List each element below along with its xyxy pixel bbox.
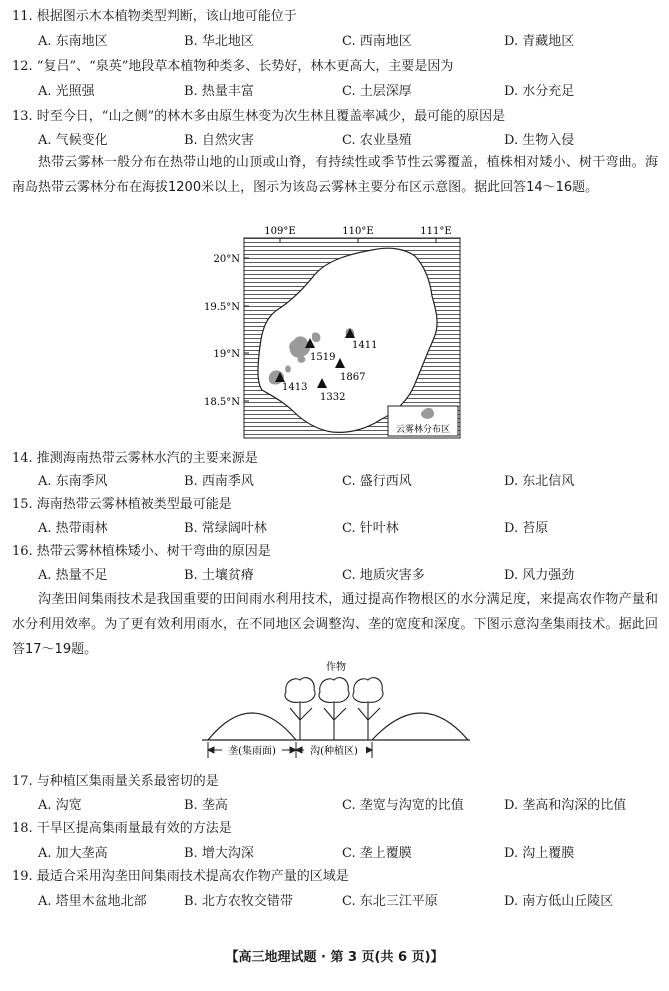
peak-label-1411: 1411 [352,340,378,351]
option-d[interactable]: D. 沟上覆膜 [504,846,575,861]
peak-label-1519: 1519 [310,352,336,363]
question-13: 13. 时至今日，“山之侧”的林木多由原生林变为次生林且覆盖率减少，最可能的原因是 [12,109,506,124]
option-c[interactable]: C. 盛行西风 [342,474,412,489]
passage-text: 沟垄田间集雨技术是我国重要的田间雨水利用技术，通过提高作物根区的水分满足度，来提高农作物产量和水分利用效率。为了更有效利用雨水，在不同地区会调整沟、垄的宽度和深度。下图示意沟垄集雨技术。据此回答17～19题。 [12,592,658,657]
option-c[interactable]: C. 垄宽与沟宽的比值 [342,798,464,813]
passage-text: 热带云雾林一般分布在热带山地的山顶或山脊，有持续性或季节性云雾覆盖，植株相对矮小、树干弯曲。海南岛热带云雾林分布在海拔1200米以上，图示为该岛云雾林主要分布区示意图。据此回答14～16题。 [12,155,658,195]
option-c[interactable]: C. 针叶林 [342,521,399,536]
options-11 [38,33,658,51]
furrow-label: 沟(种植区) [310,746,358,757]
options-19 [38,893,658,911]
question-17: 17. 与种植区集雨量关系最密切的是 [12,774,219,789]
lat-label-19: 19°N [213,349,240,360]
option-c[interactable]: C. 垄上覆膜 [342,846,412,861]
options-12 [38,83,658,101]
question-19: 19. 最适合采用沟垄田间集雨技术提高农作物产量的区域是 [12,869,349,884]
option-d[interactable]: D. 南方低山丘陵区 [504,894,614,909]
option-a[interactable]: A. 东南地区 [38,34,108,49]
option-b[interactable]: B. 增大沟深 [184,846,254,861]
option-c[interactable]: C. 土层深厚 [342,84,412,99]
peak-label-1867: 1867 [340,372,366,383]
left-ridge [208,713,296,740]
option-d[interactable]: D. 垄高和沟深的比值 [504,798,627,813]
lon-label-111: 111°E [420,226,452,237]
options-15 [38,520,658,538]
option-a[interactable]: A. 热量不足 [38,568,108,583]
question-11: 11. 根据图示木本植物类型判断，该山地可能位于 [12,9,297,24]
option-d[interactable]: D. 水分充足 [504,84,575,99]
ridge-furrow-diagram [200,658,472,768]
lon-label-110: 110°E [342,226,374,237]
crop-icons [285,678,383,740]
question-16: 16. 热带云雾林植株矮小、树干弯曲的原因是 [12,544,271,559]
page-footer: 【高三地理试题 · 第 3 页(共 6 页)】 [225,950,444,965]
option-b[interactable]: B. 自然灾害 [184,133,254,148]
option-a[interactable]: A. 气候变化 [38,133,108,148]
right-ridge [372,713,468,740]
option-b[interactable]: B. 热量丰富 [184,84,254,99]
options-13 [38,132,658,150]
option-c[interactable]: C. 东北三江平原 [342,894,438,909]
options-17 [38,797,658,815]
option-c[interactable]: C. 农业垦殖 [342,133,412,148]
peak-label-1413: 1413 [282,382,308,393]
option-d[interactable]: D. 苔原 [504,521,549,536]
question-12: 12. “复吕”、“泉英”地段草本植物种类多、长势好，林木更高大，主要是因为 [12,59,454,74]
option-b[interactable]: B. 常绿阔叶林 [184,521,267,536]
option-b[interactable]: B. 垄高 [184,798,228,813]
option-d[interactable]: D. 青藏地区 [504,34,575,49]
option-a[interactable]: A. 热带雨林 [38,521,108,536]
ridge-label: 垄(集雨面) [228,746,276,757]
option-a[interactable]: A. 沟宽 [38,798,82,813]
lat-label-19-5: 19.5°N [203,302,240,313]
option-b[interactable]: B. 北方农牧交错带 [184,894,293,909]
option-a[interactable]: A. 加大垄高 [38,846,108,861]
option-d[interactable]: D. 风力强劲 [504,568,575,583]
passage-fog-forest [12,150,658,200]
option-b[interactable]: B. 华北地区 [184,34,254,49]
option-a[interactable]: A. 塔里木盆地北部 [38,894,147,909]
legend-label: 云雾林分布区 [395,425,451,435]
peak-label-1332: 1332 [320,392,346,403]
option-d[interactable]: D. 东北信风 [504,474,575,489]
lon-label-109: 109°E [264,226,296,237]
option-a[interactable]: A. 东南季风 [38,474,108,489]
option-b[interactable]: B. 土壤贫瘠 [184,568,254,583]
question-15: 15. 海南热带云雾林植被类型最可能是 [12,497,232,512]
crop-label: 作物 [326,662,346,673]
option-a[interactable]: A. 光照强 [38,84,95,99]
question-18: 18. 干旱区提高集雨量最有效的方法是 [12,821,232,836]
options-14 [38,473,658,491]
option-c[interactable]: C. 西南地区 [342,34,412,49]
options-18 [38,845,658,863]
options-16 [38,567,658,585]
option-b[interactable]: B. 西南季风 [184,474,254,489]
option-c[interactable]: C. 地质灾害多 [342,568,425,583]
lat-label-20: 20°N [213,254,240,265]
option-d[interactable]: D. 生物入侵 [504,133,575,148]
passage-ridge-furrow [12,587,658,662]
lat-label-18-5: 18.5°N [203,397,240,408]
question-14: 14. 推测海南热带云雾林水汽的主要来源是 [12,451,258,466]
hainan-fog-forest-map [200,222,470,444]
